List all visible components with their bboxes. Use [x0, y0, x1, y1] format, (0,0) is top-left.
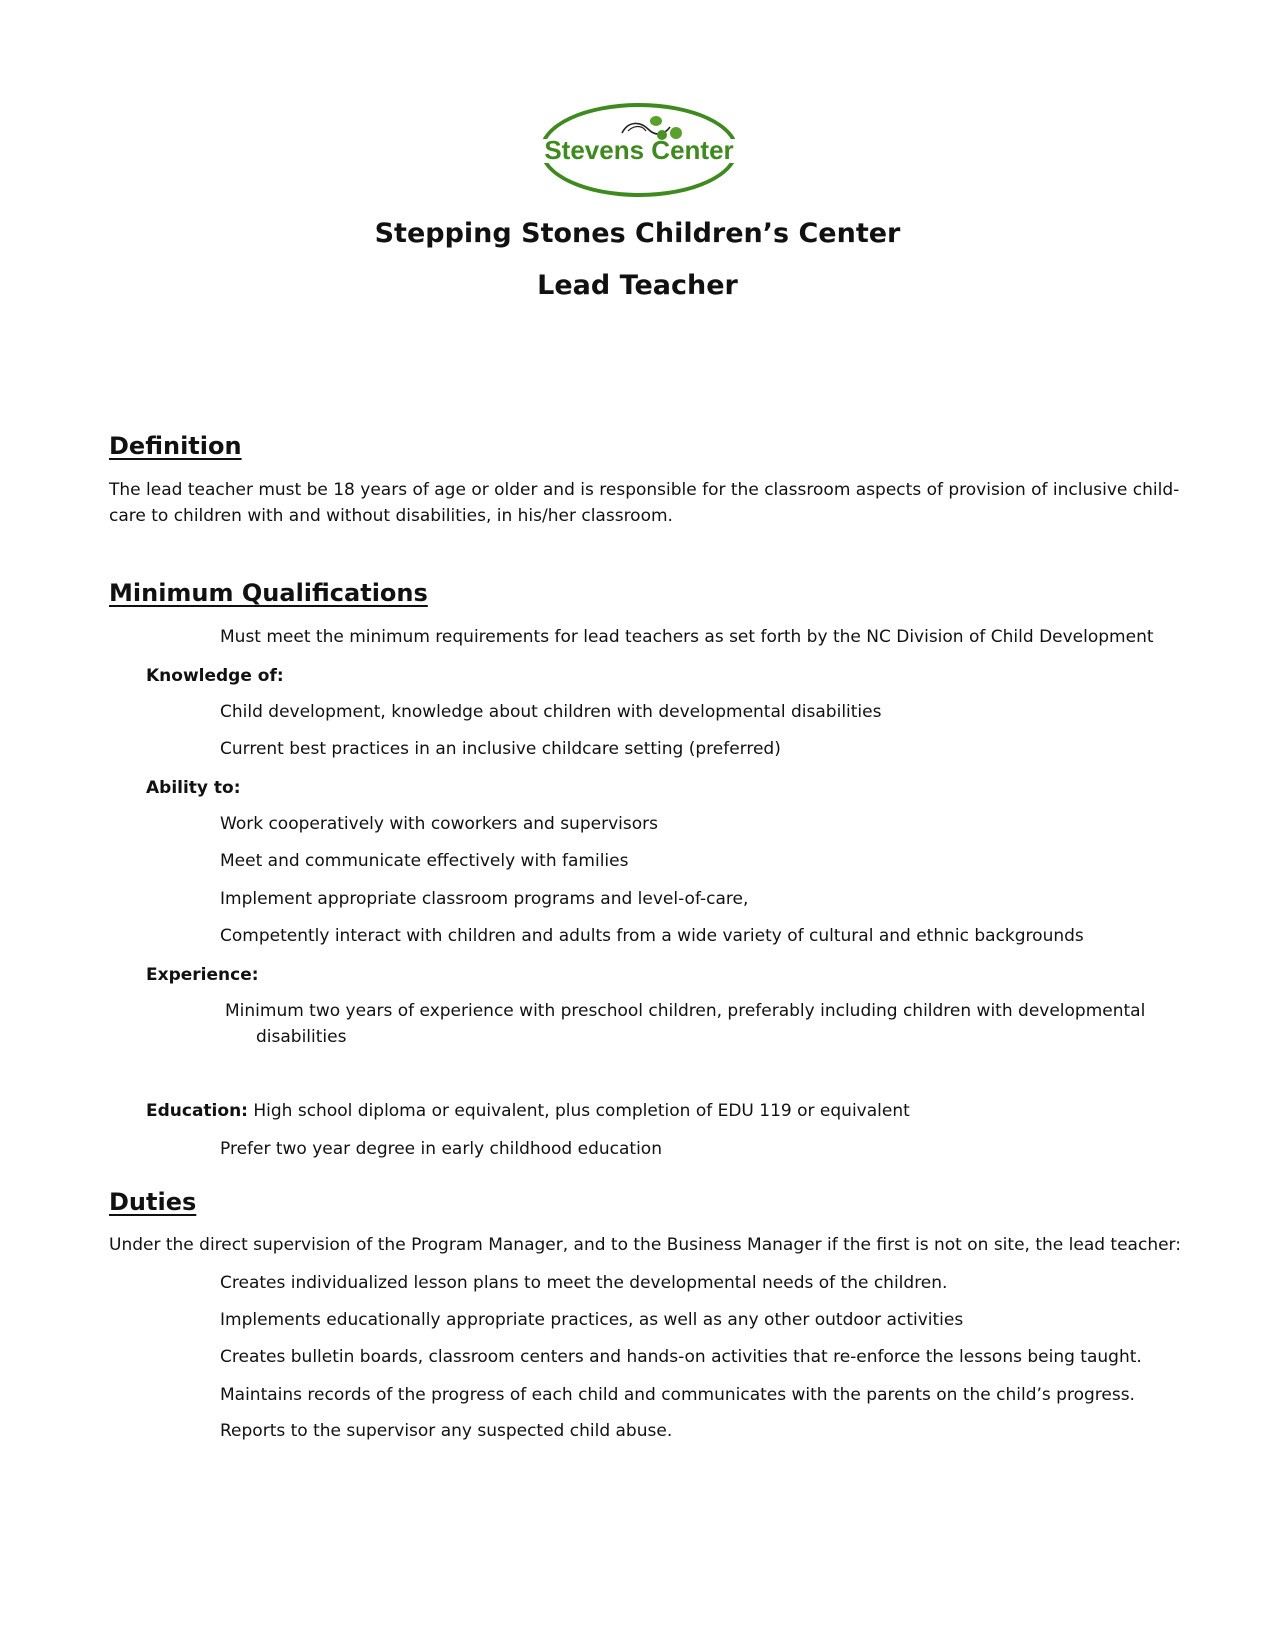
duties-heading: Duties [109, 1188, 197, 1216]
education-line [146, 1098, 910, 1124]
definition-text-line1: The lead teacher must be 18 years of age or older and is responsible for the classroom aspects of provision of inclusive child- [109, 480, 1180, 500]
list-item: Creates bulletin boards, classroom centers and hands-on activities that re-enforce the lessons being taught. [220, 1347, 1142, 1367]
duties-intro: Under the direct supervision of the Program Manager, and to the Business Manager if the first is not on site, the lead teacher: [109, 1235, 1181, 1255]
list-item: Current best practices in an inclusive childcare setting (preferred) [220, 739, 781, 759]
position-title: Lead Teacher [537, 270, 738, 301]
experience-text-line2: disabilities [256, 1027, 347, 1047]
min-qualifications-heading: Minimum Qualifications [109, 579, 428, 607]
education-text: High school diploma or equivalent, plus completion of EDU 119 or equivalent [253, 1101, 910, 1121]
experience-label: Experience: [146, 965, 259, 985]
education-preferred: Prefer two year degree in early childhood education [220, 1139, 662, 1159]
definition-heading: Definition [109, 432, 242, 460]
education-label: Education: [146, 1101, 248, 1121]
list-item: Meet and communicate effectively with families [220, 851, 629, 871]
stevens-center-logo [540, 103, 736, 195]
list-item: Reports to the supervisor any suspected child abuse. [220, 1421, 673, 1441]
list-item: Child development, knowledge about children with developmental disabilities [220, 702, 882, 722]
list-item: Work cooperatively with coworkers and supervisors [220, 814, 658, 834]
list-item: Implements educationally appropriate practices, as well as any other outdoor activities [220, 1310, 964, 1330]
ability-label: Ability to: [146, 778, 241, 798]
definition-text-line2: care to children with and without disabilities, in his/her classroom. [109, 506, 673, 526]
qualifications-intro: Must meet the minimum requirements for lead teachers as set forth by the NC Division of Child Development [220, 627, 1154, 647]
list-item: Maintains records of the progress of each child and communicates with the parents on the child’s progress. [220, 1385, 1135, 1405]
experience-text-line1: Minimum two years of experience with preschool children, preferably including children with developmental [225, 1001, 1146, 1021]
list-item: Implement appropriate classroom programs and level-of-care, [220, 889, 749, 909]
logo-text: Stevens Center [544, 135, 734, 165]
list-item: Creates individualized lesson plans to meet the developmental needs of the children. [220, 1273, 948, 1293]
list-item: Competently interact with children and adults from a wide variety of cultural and ethnic backgrounds [220, 926, 1084, 946]
knowledge-label: Knowledge of: [146, 666, 284, 686]
organization-title: Stepping Stones Children’s Center [374, 218, 901, 249]
